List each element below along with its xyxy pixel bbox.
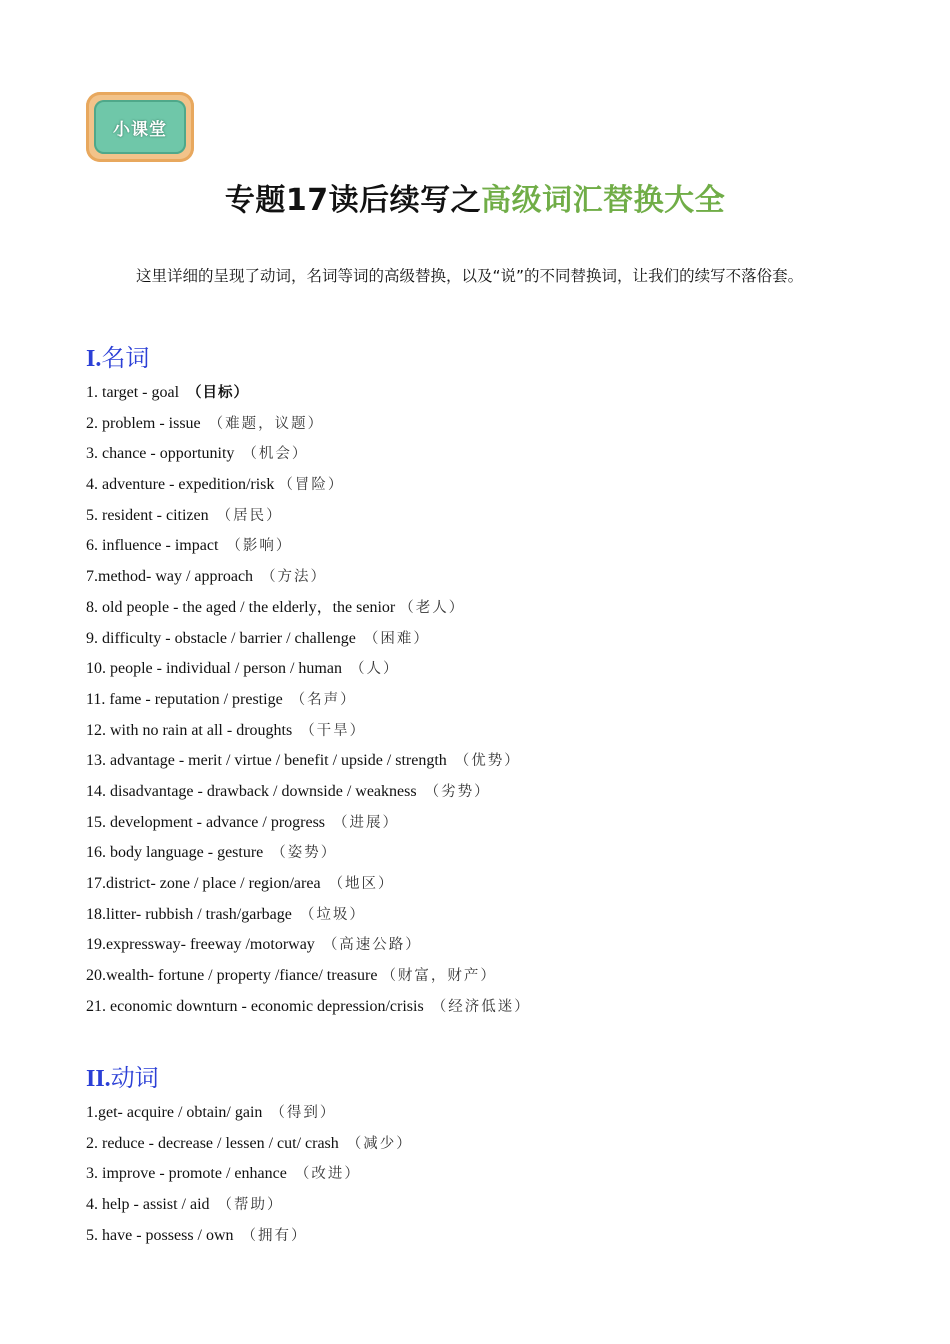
item-chinese: （地区）	[328, 876, 395, 892]
item-english: 5. have - possess / own	[86, 1226, 234, 1244]
item-english: 10. people - individual / person / human	[86, 660, 342, 678]
noun-list	[86, 378, 531, 1022]
section-prefix: I.	[86, 346, 102, 372]
logo-text: 小课堂	[113, 119, 167, 140]
item-chinese: （老人）	[399, 599, 466, 616]
list-item	[86, 1221, 413, 1252]
item-english: 18.litter- rubbish / trash/garbage	[86, 905, 292, 923]
list-item	[86, 746, 531, 777]
item-english: 19.expressway- freeway /motorway	[86, 936, 315, 954]
item-chinese: （难题，议题）	[208, 415, 325, 432]
list-item	[86, 531, 531, 562]
item-chinese: （经济低迷）	[431, 998, 531, 1015]
list-item	[86, 470, 531, 501]
item-english: 12. with no rain at all - droughts	[86, 721, 293, 739]
item-chinese: （高速公路）	[322, 937, 422, 954]
list-item	[86, 1129, 413, 1160]
logo	[86, 92, 194, 162]
list-item	[86, 501, 531, 532]
item-english: 2. reduce - decrease / lessen / cut/ crash	[86, 1134, 339, 1152]
section-heading-nouns	[86, 338, 149, 373]
item-english: 15. development - advance / progress	[86, 813, 326, 831]
list-item	[86, 1159, 413, 1190]
item-english: 14. disadvantage - drawback / downside / weakness	[86, 782, 417, 800]
item-english: 13. advantage - merit / virtue / benefit / upside / strength	[86, 752, 447, 770]
item-chinese: （进展）	[333, 814, 400, 831]
list-item	[86, 593, 531, 624]
list-item	[86, 777, 531, 808]
list-item	[86, 808, 531, 839]
item-chinese: （财富，财产）	[381, 968, 497, 985]
intro-paragraph: 这里详细的呈现了动词，名词等词的高级替换，以及“说”的不同替换词，让我们的续写不落俗套。	[136, 267, 804, 285]
list-item	[86, 716, 531, 747]
item-chinese: （减少）	[346, 1135, 413, 1152]
list-item	[86, 930, 531, 961]
item-chinese: （优势）	[454, 753, 521, 770]
page-title-main: 专题17读后续写之	[224, 183, 482, 218]
list-item	[86, 1190, 413, 1221]
item-english: 11. fame - reputation / prestige	[86, 690, 283, 708]
list-item	[86, 409, 531, 440]
item-chinese: （姿势）	[271, 845, 338, 862]
list-item	[86, 562, 531, 593]
item-english: 7.method- way / approach	[86, 568, 254, 586]
list-item	[86, 439, 531, 470]
item-english: 9. difficulty - obstacle / barrier / challenge	[86, 629, 356, 647]
item-chinese: （干旱）	[300, 722, 367, 739]
verb-list	[86, 1098, 413, 1251]
item-english: 2. problem - issue	[86, 414, 201, 432]
list-item	[86, 992, 531, 1023]
section-title: 名词	[101, 344, 150, 372]
item-chinese: （方法）	[261, 569, 328, 586]
list-item	[86, 838, 531, 869]
item-english: 8. old people - the aged / the elderly，the senior	[86, 598, 396, 616]
page-title	[0, 175, 950, 219]
item-chinese: （冒险）	[278, 477, 345, 494]
item-english: 3. improve - promote / enhance	[86, 1165, 287, 1183]
item-english: 20.wealth- fortune / property /fiance/ treasure	[86, 967, 378, 985]
list-item	[86, 869, 531, 900]
item-english: 4. adventure - expedition/risk	[86, 476, 275, 494]
item-english: 1.get- acquire / obtain/ gain	[86, 1104, 263, 1121]
list-item	[86, 378, 531, 409]
item-chinese: （改进）	[294, 1166, 361, 1183]
item-chinese: （垃圾）	[299, 906, 366, 923]
item-chinese: （拥有）	[241, 1227, 308, 1244]
item-english: 4. help - assist / aid	[86, 1196, 210, 1214]
list-item	[86, 1098, 413, 1129]
logo-badge	[94, 100, 186, 154]
item-english: 6. influence - impact	[86, 537, 219, 555]
list-item	[86, 900, 531, 931]
section-prefix: II.	[86, 1066, 111, 1092]
item-chinese: （目标）	[187, 385, 250, 401]
section-heading-verbs	[86, 1058, 159, 1093]
list-item	[86, 961, 531, 992]
item-chinese: （劣势）	[424, 783, 491, 800]
item-english: 1. target - goal	[86, 384, 180, 401]
page-title-highlight: 高级词汇替换大全	[481, 183, 726, 218]
list-item	[86, 654, 531, 685]
item-chinese: （困难）	[363, 630, 430, 647]
item-chinese: （帮助）	[217, 1197, 284, 1214]
list-item	[86, 685, 531, 716]
item-english: 3. chance - opportunity	[86, 445, 235, 463]
item-english: 16. body language - gesture	[86, 844, 264, 862]
item-chinese: （名声）	[290, 691, 357, 708]
item-english: 21. economic downturn - economic depression/crisis	[86, 997, 424, 1015]
item-chinese: （影响）	[226, 538, 293, 555]
item-chinese: （得到）	[270, 1105, 337, 1121]
item-chinese: （居民）	[216, 507, 283, 524]
item-english: 17.district- zone / place / region/area	[86, 875, 321, 892]
list-item	[86, 624, 531, 655]
section-title: 动词	[110, 1064, 159, 1092]
item-chinese: （机会）	[242, 446, 309, 463]
item-chinese: （人）	[349, 661, 400, 678]
item-english: 5. resident - citizen	[86, 506, 209, 524]
